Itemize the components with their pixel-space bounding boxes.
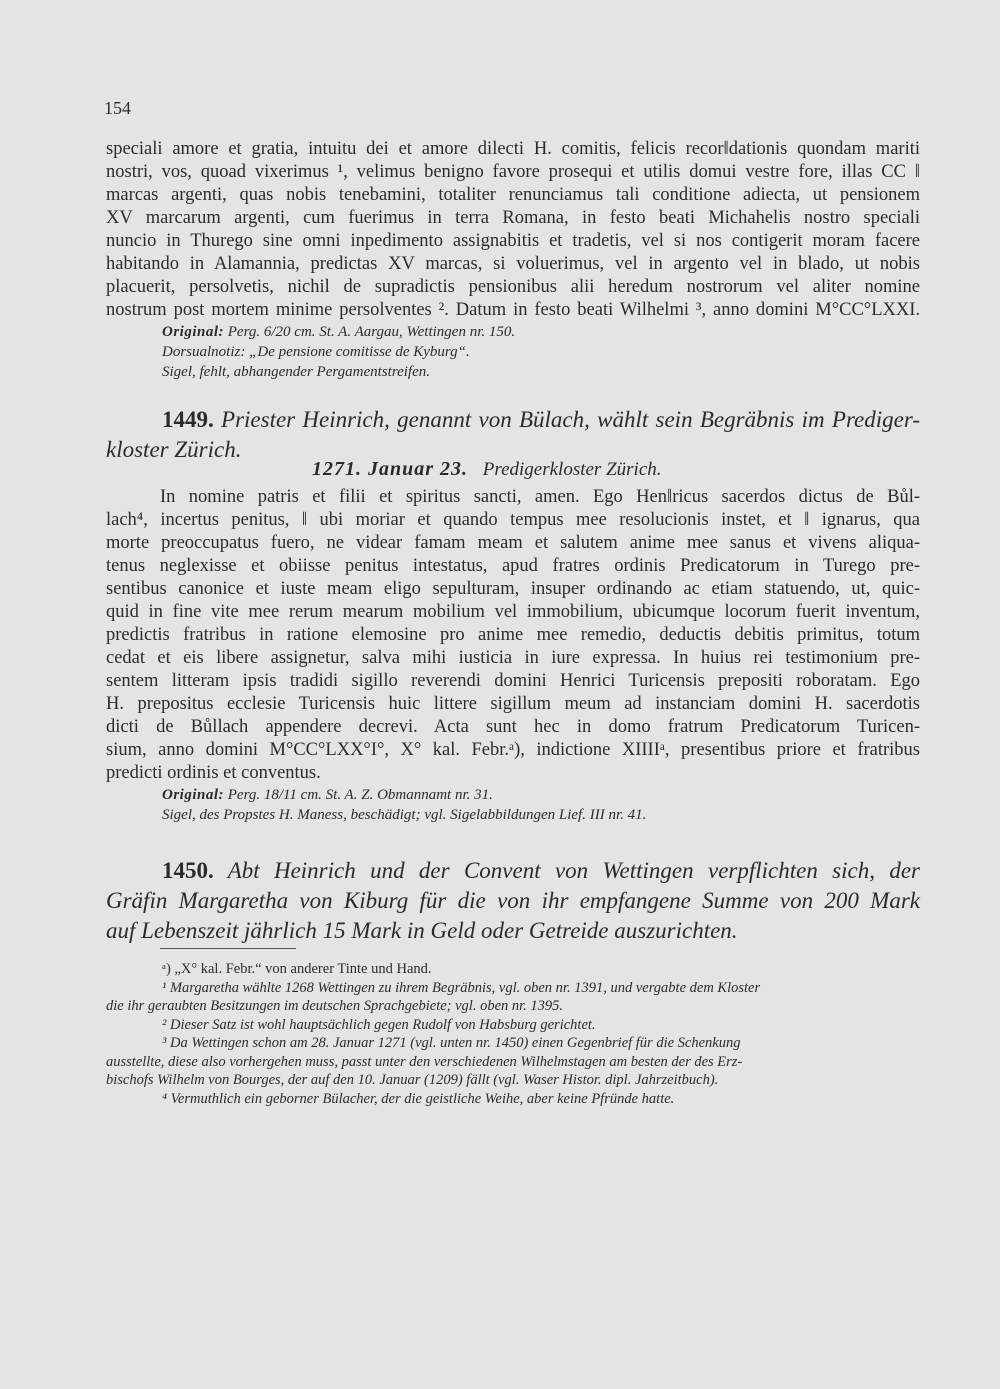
footnote-2: ² Dieser Satz ist wohl hauptsächlich gegen Rudolf von Habsburg gerichtet. (162, 1016, 596, 1033)
footnote-3-cont: ausstellte, diese also vorhergehen muss, passt unter den verschiedenen Wilhelmstagen am besten der des Erz- (106, 1053, 743, 1070)
text-line: morte preoccupatus fuero, ne videar famam meam et salutem anime mee sanus et vivens aliqua- (106, 533, 920, 553)
seal-note (106, 805, 920, 825)
text-line: nuncio in Thurego sine omni inpedimento assignabitis et tradetis, vel si nos contigerit moram facere (106, 231, 920, 251)
place: Predigerkloster Zürich. (482, 459, 662, 480)
text-line: sium, anno domini M°CC°LXX°I°, X° kal. Febr.ᵃ), indictione XIIIIᵃ, presentibus priore et fratribus (106, 740, 920, 760)
text-line: nostri, vos, quoad vixerimus ¹, velimus benigno favore prosequi et utilis domui vestre fore, illas CC ‖ (106, 162, 920, 182)
text-line: XV marcarum argenti, cum fuerimus in terra Romana, in festo beati Michahelis nostro speciali (106, 208, 920, 228)
text-line: H. prepositus ecclesie Turicensis huic littere sigillum meum ad instanciam domini H. sacerdotis (106, 694, 920, 714)
text-line: dicti de Bůllach appendere decrevi. Acta sunt hec in domo fratrum Predicatorum Turicen- (106, 717, 920, 737)
note-label: Original: (162, 324, 225, 340)
doc-number: 1450. (162, 858, 214, 883)
text-line: habitando in Alamannia, predictas XV marcas, si voluerimus, vel in argento vel in blado, ut nobis (106, 254, 920, 274)
note-text: Sigel, fehlt, abhangender Pergamentstreifen. (162, 364, 431, 380)
note-text: Perg. 6/20 cm. St. A. Aargau, Wettingen nr. 150. (224, 324, 516, 340)
text-line: lach⁴, incertus penitus, ‖ ubi moriar et quando tempus mee resolucionis instet, et ‖ ignarus, qua (106, 510, 920, 530)
note-text: „De pensione comitisse de Kyburg“. (245, 344, 470, 360)
text-line: In nomine patris et filii et spiritus sancti, amen. Ego Hen‖ricus sacerdos dictus de Bůl- (160, 487, 920, 507)
dorsal-note (106, 342, 920, 362)
date: 1271. Januar 23. (312, 458, 469, 480)
document-1449-text (106, 486, 920, 825)
heading-title-3: auf Lebenszeit jährlich 15 Mark in Geld oder Getreide auszurichten. (106, 918, 738, 943)
footnote-4: ⁴ Vermuthlich ein geborner Bülacher, der die geistliche Weihe, aber keine Pfründe hatte. (162, 1090, 675, 1107)
footnote-a: ᵃ) „X° kal. Febr.“ von anderer Tinte und Hand. (162, 961, 432, 977)
note-label: Original: (162, 787, 225, 803)
text-line: sentem litteram ipsis tradidi sigillo reverendi domini Henrici Turicensis prepositi roboratam. Ego (106, 671, 920, 691)
document-1448-text (106, 138, 920, 382)
heading-title-2: kloster Zürich. (106, 437, 242, 462)
footnote-1-cont: die ihr geraubten Besitzungen im deutschen Sprachgebiete; vgl. oben nr. 1395. (106, 998, 564, 1014)
text-line: predictis fratribus in ratione elemosine pro anime mee remedio, deductis debitis primitus, totum (106, 625, 920, 645)
note-text: Sigel, des Propstes H. Maness, beschädigt; vgl. Sigelabbildungen Lief. III nr. 41. (162, 807, 647, 823)
text-line: quid in fine vite mee rerum mearum mobilium vel immobilium, ubicumque locorum fuerit inventum, (106, 602, 920, 622)
doc-number: 1449. (162, 407, 214, 432)
footnote-divider (160, 948, 296, 949)
page-number: 154 (104, 98, 131, 118)
text-line: placuerit, persolvetis, nichil de supradictis pensionibus alii heredum nostrorum vel aliter nomine (106, 277, 920, 297)
note-text: Perg. 18/11 cm. St. A. Z. Obmannamt nr. 31. (224, 787, 493, 803)
footnote-3-cont: bischofs Wilhelm von Bourges, der auf den 10. Januar (1209) fällt (vgl. Waser Histor. dipl. Jahrzeitbuch). (106, 1072, 719, 1088)
footnote-1: ¹ Margaretha wählte 1268 Wettingen zu ihrem Begräbnis, vgl. oben nr. 1391, und vergabte dem Kloster (162, 979, 761, 996)
doc-1449-dateline (312, 458, 662, 481)
source-note (106, 322, 920, 342)
text-line: cedat et eis libere assignetur, salva mihi iusticia in iure expressa. In huius rei testimonium pre- (106, 648, 920, 668)
text-line: predicti ordinis et conventus. (106, 763, 321, 783)
footnotes (106, 960, 922, 1108)
doc-1450-heading (106, 856, 920, 946)
text-line: tenus neglexisse et obiisse penitus intestatus, apud fratres ordinis Predicatorum in Turego pre- (106, 556, 920, 576)
footnote-3: ³ Da Wettingen schon am 28. Januar 1271 (vgl. unten nr. 1450) einen Gegenbrief für die Schenkung (162, 1035, 741, 1051)
text-line: nostrum post mortem minime persolventes ². Datum in festo beati Wilhelmi ³, anno domini M°CC°LXXI. (106, 300, 920, 320)
source-note (106, 785, 920, 805)
text-line: marcas argenti, quas nobis tenebamini, totaliter renunciamus tali conditione adiecta, ut pensionem (106, 185, 920, 205)
doc-1449-heading (106, 405, 920, 465)
heading-title-2: Gräfin Margaretha von Kiburg für die von ihr empfangene Summe von 200 Mark (106, 888, 920, 913)
heading-title-1: Abt Heinrich und der Convent von Wettingen verpflichten sich, der (227, 858, 920, 883)
text-line: sentibus canonice et iuste meam eligo sepulturam, insuper ordinando ac etiam statuendo, ut, quic- (106, 579, 920, 599)
heading-title-1: Priester Heinrich, genannt von Bülach, wählt sein Begräbnis im Prediger- (221, 407, 920, 432)
note-label: Dorsualnotiz: (162, 344, 246, 360)
heading-line (106, 856, 920, 886)
seal-note (106, 362, 920, 382)
heading-line (106, 405, 920, 435)
text-line: speciali amore et gratia, intuitu dei et amore dilecti H. comitis, felicis recor‖dationis quondam mariti (106, 139, 920, 159)
